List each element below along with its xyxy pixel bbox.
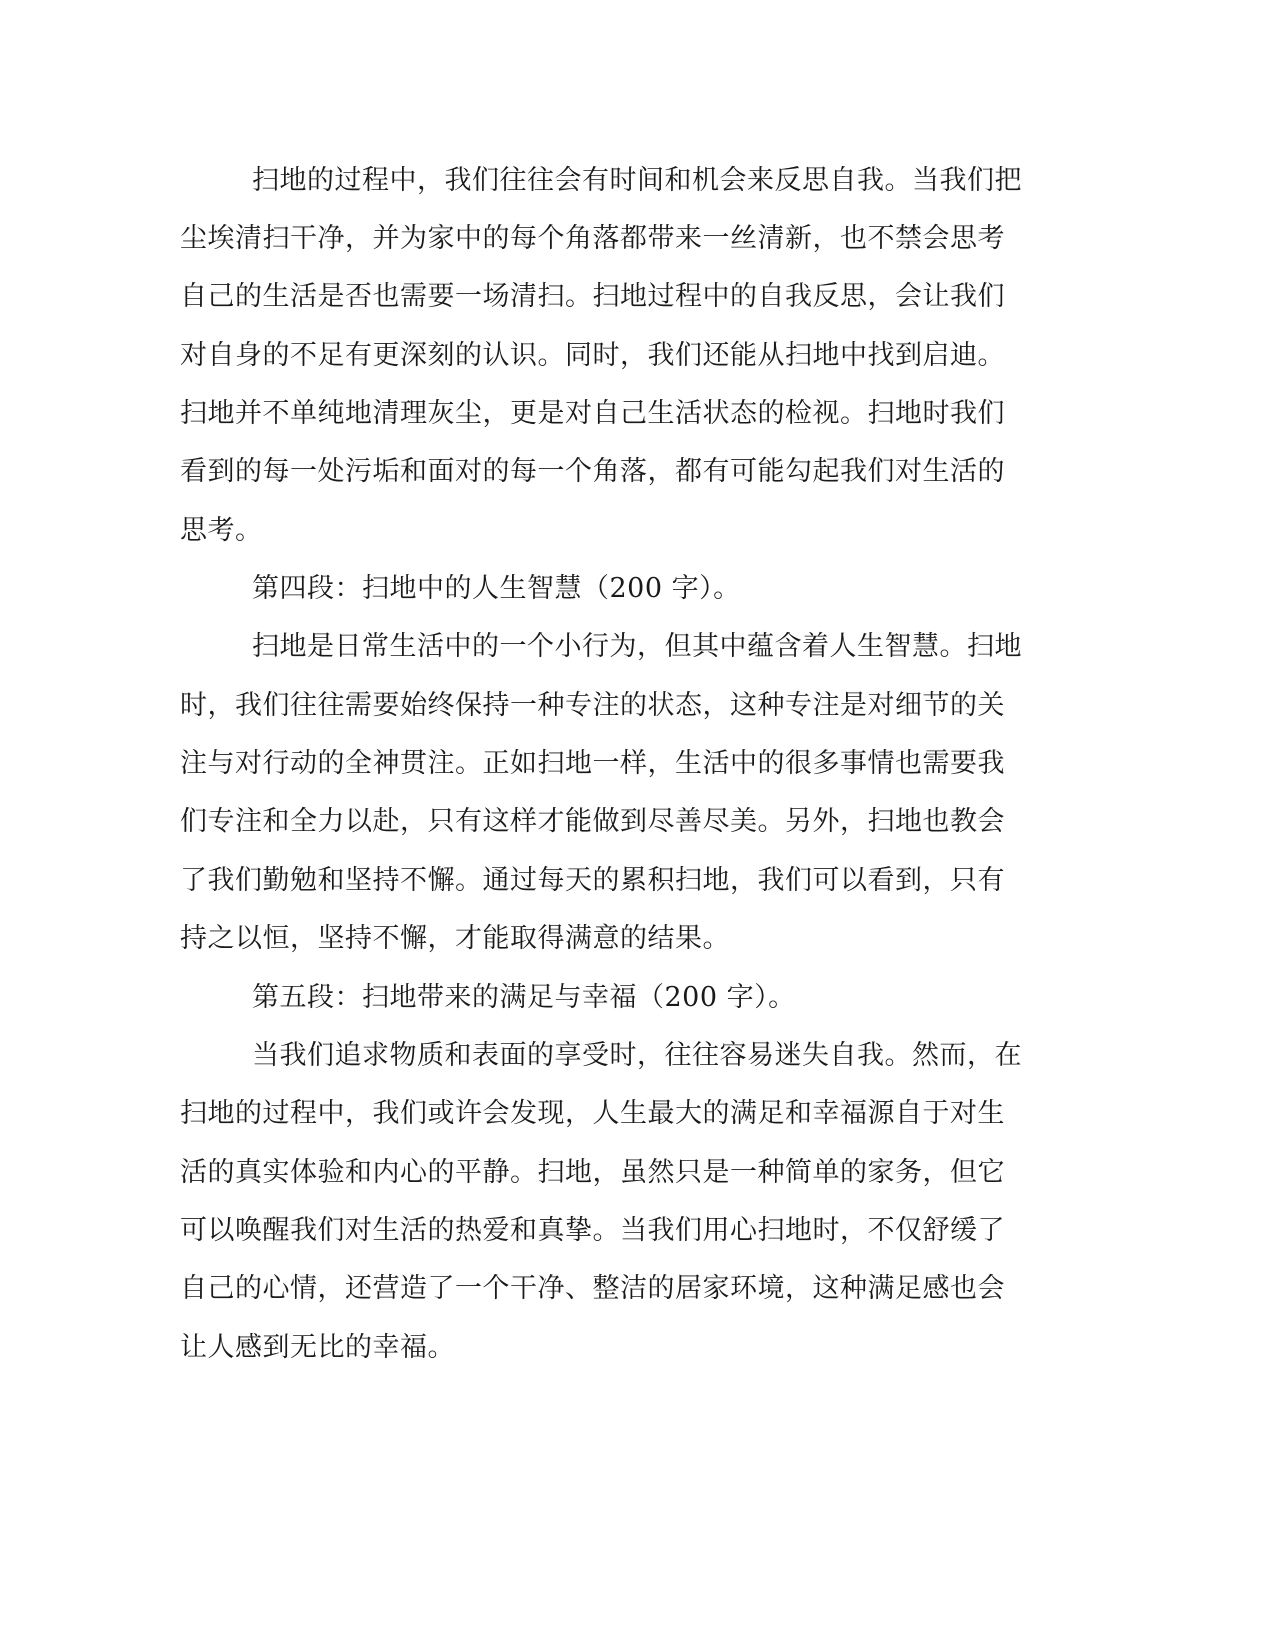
paragraph-5-line-6: 让人感到无比的幸福。	[180, 1332, 455, 1363]
paragraph-4-line-4: 们专注和全力以赴，只有这样才能做到尽善尽美。另外，扫地也教会	[180, 806, 1005, 837]
paragraph-3-line-1: 扫地的过程中，我们往往会有时间和机会来反思自我。当我们把	[252, 165, 1022, 196]
paragraph-4-line-2: 时，我们往往需要始终保持一种专注的状态，这种专注是对细节的关	[180, 690, 1005, 721]
paragraph-5-line-4: 可以唤醒我们对生活的热爱和真挚。当我们用心扫地时，不仅舒缓了	[180, 1215, 1005, 1246]
paragraph-3-line-3: 自己的生活是否也需要一场清扫。扫地过程中的自我反思，会让我们	[180, 281, 1005, 312]
section-4-heading: 第四段：扫地中的人生智慧（200 字）。	[252, 573, 741, 604]
paragraph-5-line-2: 扫地的过程中，我们或许会发现，人生最大的满足和幸福源自于对生	[180, 1098, 1005, 1129]
paragraph-3-line-6: 看到的每一处污垢和面对的每一个角落，都有可能勾起我们对生活的	[180, 456, 1005, 487]
paragraph-3-line-5: 扫地并不单纯地清理灰尘，更是对自己生活状态的检视。扫地时我们	[180, 398, 1005, 429]
paragraph-4-line-6: 持之以恒，坚持不懈，才能取得满意的结果。	[180, 923, 730, 954]
paragraph-3-line-4: 对自身的不足有更深刻的认识。同时，我们还能从扫地中找到启迪。	[180, 340, 1005, 371]
paragraph-4-line-5: 了我们勤勉和坚持不懈。通过每天的累积扫地，我们可以看到，只有	[180, 865, 1005, 896]
section-5-heading: 第五段：扫地带来的满足与幸福（200 字）。	[252, 982, 796, 1013]
paragraph-4-line-3: 注与对行动的全神贯注。正如扫地一样，生活中的很多事情也需要我	[180, 748, 1005, 779]
paragraph-3-line-7: 思考。	[180, 515, 263, 546]
paragraph-3-line-2: 尘埃清扫干净，并为家中的每个角落都带来一丝清新，也不禁会思考	[180, 223, 1005, 254]
paragraph-4-line-1: 扫地是日常生活中的一个小行为，但其中蕴含着人生智慧。扫地	[252, 631, 1022, 662]
paragraph-5-line-5: 自己的心情，还营造了一个干净、整洁的居家环境，这种满足感也会	[180, 1273, 1005, 1304]
paragraph-5-line-3: 活的真实体验和内心的平静。扫地，虽然只是一种简单的家务，但它	[180, 1157, 1005, 1188]
paragraph-5-line-1: 当我们追求物质和表面的享受时，往往容易迷失自我。然而，在	[252, 1040, 1022, 1071]
